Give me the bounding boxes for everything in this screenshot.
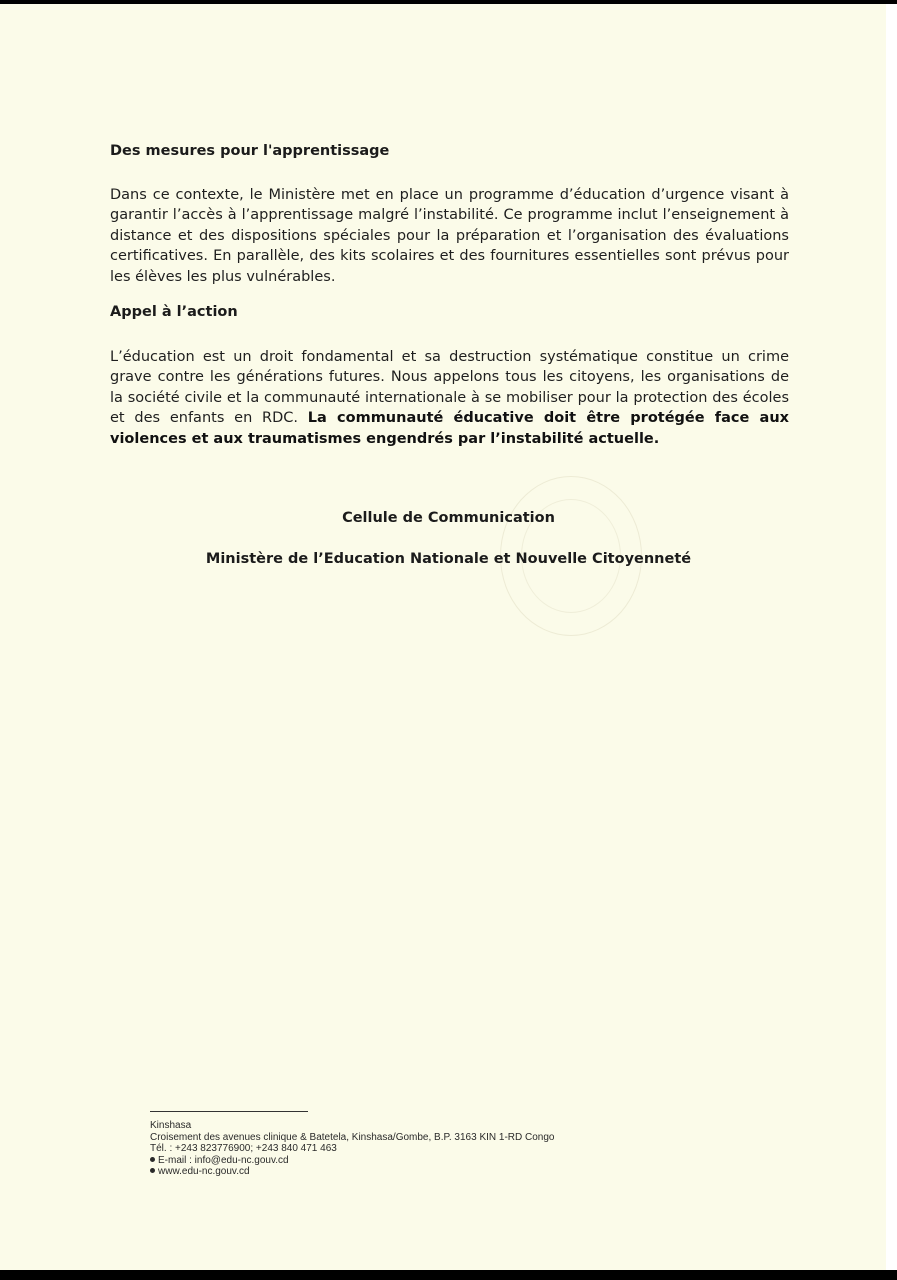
footer-city: Kinshasa <box>150 1120 192 1131</box>
document-page <box>0 4 886 1270</box>
section-heading-learning-measures: Des mesures pour l'apprentissage <box>110 143 390 159</box>
footer-email-line <box>150 1155 650 1167</box>
call-to-action-bold-text: La communauté éducative doit être protégée face aux violences et aux traumatismes engendrés par l’instabilité actuelle. <box>110 410 790 447</box>
bullet-icon <box>150 1157 155 1162</box>
signature-unit: Cellule de Communication <box>342 510 555 526</box>
footer-divider <box>150 1111 308 1112</box>
page-right-margin <box>886 4 897 1270</box>
footer-website-line <box>150 1166 650 1178</box>
section-paragraph-call-to-action <box>110 347 789 449</box>
signature-ministry: Ministère de l’Education Nationale et Nouvelle Citoyenneté <box>205 551 692 567</box>
section-heading-call-to-action: Appel à l’action <box>110 304 238 320</box>
footer <box>150 1120 650 1178</box>
footer-phone: Tél. : +243 823776900; +243 840 471 463 <box>150 1143 337 1154</box>
call-to-action-text: L’éducation est un droit fondamental et sa destruction systématique constitue un crime grave contre les générations futures. Nous appelons tous les citoyens, les organisations de la société civile et la communauté internationale à se mobiliser pour la protection des écoles et des enfants en RDC. <box>110 349 789 427</box>
section-paragraph-learning-measures: Dans ce contexte, le Ministère met en place un programme d’éducation d’urgence visant à garantir l’accès à l’apprentissage malgré l’instabilité. Ce programme inclut l’enseignement à distance et des dispositions spéciales pour la préparation et l’organisation des évaluations certificatives. En parallèle, des kits scolaires et des fournitures essentielles sont prévus pour les élèves les plus vulnérables. <box>110 187 789 285</box>
footer-website[interactable]: www.edu-nc.gouv.cd <box>158 1166 250 1177</box>
footer-address: Croisement des avenues clinique & Batetela, Kinshasa/Gombe, B.P. 3163 KIN 1-RD Congo <box>150 1131 555 1143</box>
bullet-icon <box>150 1168 155 1173</box>
footer-email[interactable]: E-mail : info@edu-nc.gouv.cd <box>158 1154 289 1166</box>
